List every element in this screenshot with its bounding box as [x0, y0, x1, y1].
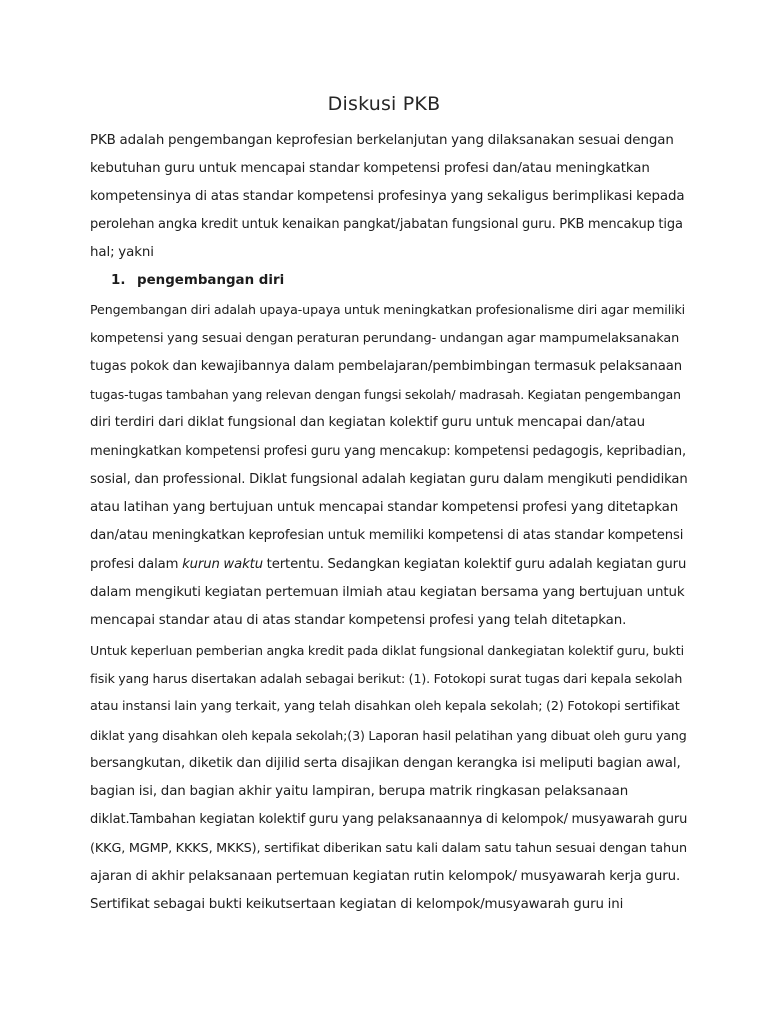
- document-title: Diskusi PKB: [327, 93, 441, 115]
- paragraph-line: fisik yang harus disertakan adalah sebagai berikut: (1). Fotokopi surat tugas dari kepala sekolah: [90, 671, 683, 686]
- paragraph-line: sosial, dan professional. Diklat fungsional adalah kegiatan guru dalam mengikuti pendidikan: [90, 472, 688, 487]
- paragraph-line: dan/atau meningkatkan keprofesian untuk memiliki kompetensi di atas standar kompetensi: [90, 528, 684, 543]
- paragraph-line: Untuk keperluan pemberian angka kredit pada diklat fungsional dankegiatan kolektif guru, bukti: [90, 643, 684, 658]
- paragraph-line: bagian isi, dan bagian akhir yaitu lampiran, berupa matrik ringkasan pelaksanaan: [90, 784, 629, 799]
- paragraph-line: atau latihan yang bertujuan untuk mencapai standar kompetensi profesi yang ditetapkan: [90, 500, 679, 515]
- paragraph-line: kebutuhan guru untuk mencapai standar kompetensi profesi dan/atau meningkatkan: [90, 161, 650, 176]
- list-item-number: 1.: [111, 273, 126, 288]
- paragraph-line: bersangkutan, diketik dan dijilid serta disajikan dengan kerangka isi meliputi bagian awal,: [90, 756, 681, 771]
- paragraph-line: diklat.Tambahan kegiatan kolektif guru yang pelaksanaannya di kelompok/ musyawarah guru: [90, 812, 688, 827]
- paragraph-line: perolehan angka kredit untuk kenaikan pangkat/jabatan fungsional guru. PKB mencakup tiga: [90, 217, 683, 232]
- paragraph-line: diri terdiri dari diklat fungsional dan kegiatan kolektif guru untuk mencapai dan/atau: [90, 415, 646, 430]
- paragraph-line: PKB adalah pengembangan keprofesian berkelanjutan yang dilaksanakan sesuai dengan: [90, 133, 674, 148]
- paragraph-line: mencapai standar atau di atas standar kompetensi profesi yang telah ditetapkan.: [90, 613, 627, 628]
- paragraph-line-italic: [90, 556, 686, 574]
- paragraph-line: kompetensi yang sesuai dengan peraturan perundang- undangan agar mampumelaksanakan: [90, 331, 680, 346]
- text-segment: profesi dalam: [90, 557, 183, 572]
- paragraph-line: Sertifikat sebagai bukti keikutsertaan kegiatan di kelompok/musyawarah guru ini: [90, 897, 624, 912]
- paragraph-line: tugas-tugas tambahan yang relevan dengan fungsi sekolah/ madrasah. Kegiatan pengembangan: [90, 387, 681, 402]
- paragraph-line: meningkatkan kompetensi profesi guru yang mencakup: kompetensi pedagogis, kepribadian,: [90, 444, 687, 459]
- paragraph-line: kompetensinya di atas standar kompetensi profesinya yang sekaligus berimplikasi kepada: [90, 189, 685, 204]
- paragraph-line: tugas pokok dan kewajibannya dalam pembelajaran/pembimbingan termasuk pelaksanaan: [90, 359, 682, 374]
- text-segment: tertentu. Sedangkan kegiatan kolektif guru adalah kegiatan guru: [262, 557, 687, 572]
- paragraph-line: ajaran di akhir pelaksanaan pertemuan kegiatan rutin kelompok/ musyawarah kerja guru.: [90, 869, 681, 884]
- paragraph-line: hal; yakni: [90, 245, 154, 260]
- paragraph-line: dalam mengikuti kegiatan pertemuan ilmiah atau kegiatan bersama yang bertujuan untuk: [90, 585, 685, 600]
- paragraph-line: (KKG, MGMP, KKKS, MKKS), sertifikat diberikan satu kali dalam satu tahun sesuai dengan tahun: [90, 841, 688, 856]
- paragraph-line: atau instansi lain yang terkait, yang telah disahkan oleh kepala sekolah; (2) Fotokopi sertifikat: [90, 699, 680, 714]
- italic-term: kurun waktu: [182, 557, 263, 572]
- paragraph-line: diklat yang disahkan oleh kepala sekolah;(3) Laporan hasil pelatihan yang dibuat oleh guru yang: [90, 728, 687, 743]
- paragraph-line: Pengembangan diri adalah upaya-upaya untuk meningkatkan profesionalisme diri agar memiliki: [90, 302, 686, 317]
- list-item-text: pengembangan diri: [137, 273, 285, 288]
